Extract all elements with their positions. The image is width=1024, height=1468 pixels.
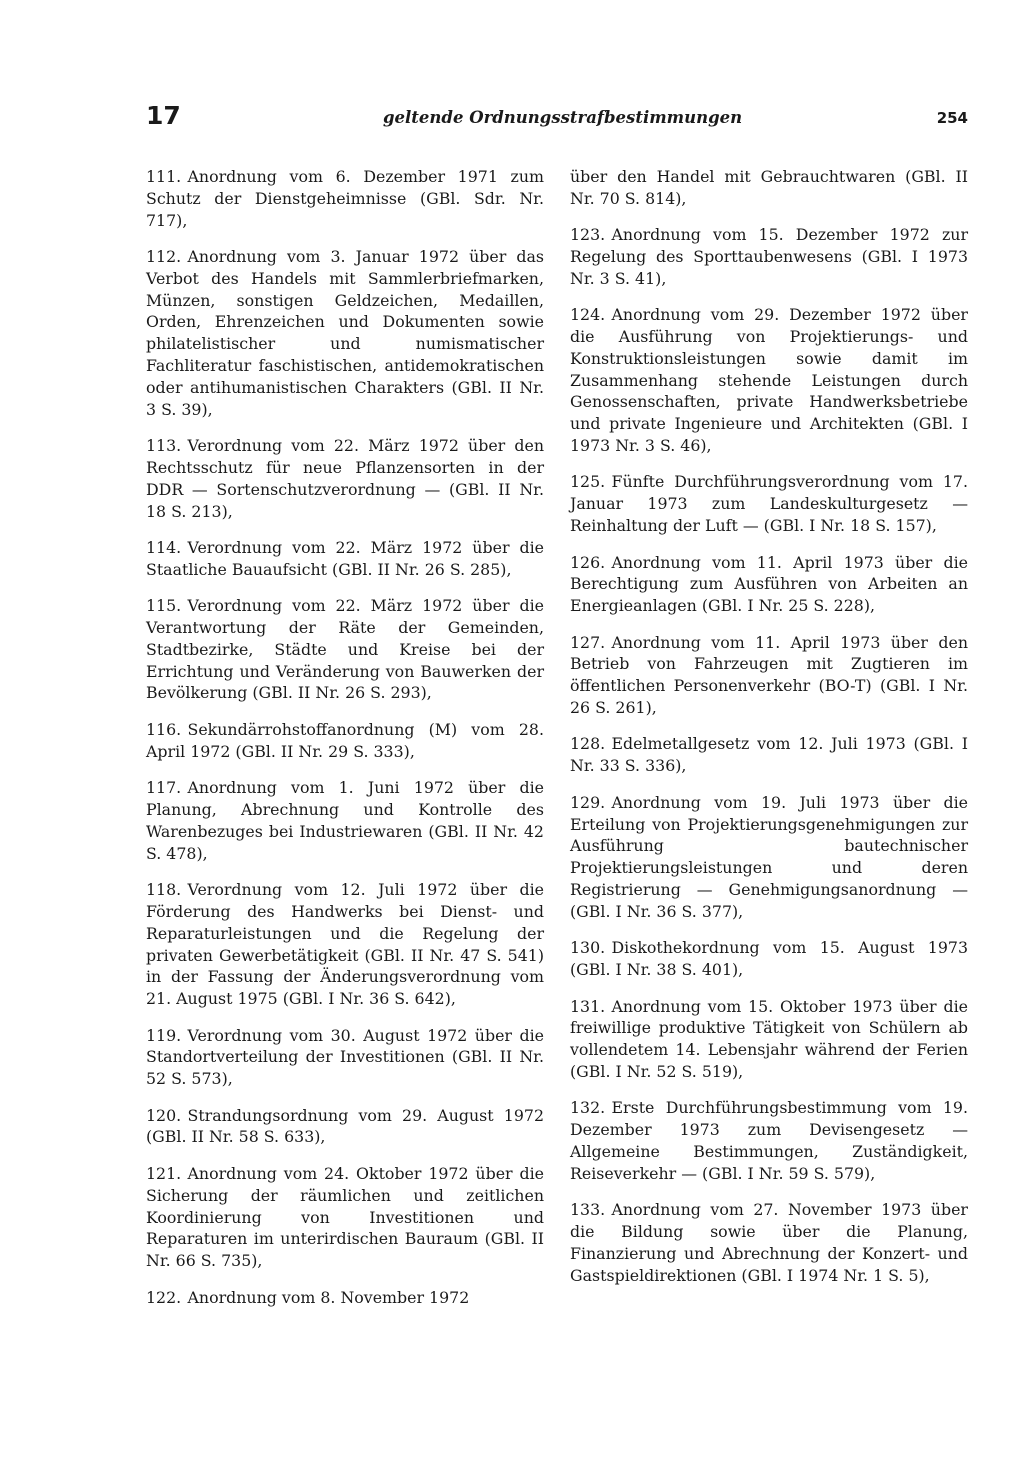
item-text: Anordnung vom 27. November 1973 über die Bildung sowie über die Planung, Finanzierung und Abrechnung der Konzert- und Gastspieldirektionen (GBl. I 1974 Nr. 1 S. 5), — [570, 1200, 968, 1285]
item-text: Verordnung vom 30. August 1972 über die Standortverteilung der Investitionen (GBl. II Nr. 52 S. 573), — [146, 1025, 544, 1089]
list-item — [570, 552, 968, 617]
item-text: Anordnung vom 6. Dezember 1971 zum Schutz der Dienstgeheimnisse (GBl. Sdr. Nr. 717), — [146, 167, 544, 230]
item-number: 115. — [146, 596, 182, 616]
item-text: Sekundärrohstoffanordnung (M) vom 28. April 1972 (GBl. II Nr. 29 S. 333), — [146, 719, 544, 761]
left-column — [146, 166, 544, 1323]
list-item — [146, 166, 544, 231]
item-number: 114. — [146, 538, 182, 558]
running-title: geltende Ordnungsstrafbestimmungen — [383, 108, 743, 127]
item-number: 128. — [570, 734, 606, 754]
item-text: Anordnung vom 11. April 1973 über den Betrieb von Fahrzeugen mit Zugtieren im öffentlichen Personenverkehr (BO-T) (GBl. I Nr. 26 S. 261), — [570, 632, 968, 717]
right-column — [570, 166, 968, 1301]
list-item — [146, 1105, 544, 1149]
item-number: 133. — [570, 1200, 606, 1220]
list-item — [146, 595, 544, 704]
list-item — [146, 246, 544, 420]
item-text: Fünfte Durchführungsverordnung vom 17. Januar 1973 zum Landeskulturgesetz — Reinhaltung der Luft — (GBl. I Nr. 18 S. 157), — [570, 472, 968, 536]
item-text: Verordnung vom 22. März 1972 über die Verantwortung der Räte der Gemeinden, Stadtbezirke, Städte und Kreise bei der Errichtung und Veränderung von Bauwerken der Bevölkerung (GBl. II Nr. 26 S. 293), — [146, 596, 544, 703]
item-number: 111. — [146, 167, 182, 186]
item-number: 131. — [570, 996, 606, 1016]
item-text: Verordnung vom 22. März 1972 über den Rechtsschutz für neue Pflanzensorten in der DDR — Sortenschutzverordnung — (GBl. II Nr. 18 S. 213), — [146, 436, 544, 521]
list-item — [570, 632, 968, 719]
list-item — [570, 792, 968, 923]
list-item — [146, 719, 544, 763]
item-number: 120. — [146, 1105, 182, 1125]
item-number: 129. — [570, 792, 606, 812]
list-item — [570, 471, 968, 536]
list-item — [570, 937, 968, 981]
item-text: über den Handel mit Gebrauchtwaren (GBl. II Nr. 70 S. 814), — [570, 167, 968, 208]
item-text: Anordnung vom 24. Oktober 1972 über die Sicherung der räumlichen und zeitlichen Koordinierung von Investitionen und Reparaturen im unterirdischen Bauraum (GBl. II Nr. 66 S. 735), — [146, 1163, 544, 1271]
item-text: Anordnung vom 3. Januar 1972 über das Verbot des Handels mit Sammlerbriefmarken, Münzen, sonstigen Geldzeichen, Medaillen, Orden, Ehrenzeichen und Dokumenten sowie philatelistischer und numismatischer Fachliteratur faschistischen, antidemokratischen oder antihumanistischen Charakters (GBl. II Nr. 3 S. 39), — [146, 247, 544, 419]
item-text: Anordnung vom 15. Oktober 1973 über die freiwillige produktive Tätigkeit von Schülern ab vollendetem 14. Lebensjahr während der Ferien (GBl. I Nr. 52 S. 519), — [570, 996, 968, 1081]
list-item — [146, 777, 544, 864]
item-number: 125. — [570, 472, 606, 492]
page-header — [146, 100, 972, 136]
item-number: 119. — [146, 1025, 182, 1045]
list-item — [146, 435, 544, 522]
list-item — [146, 1163, 544, 1272]
item-text: Verordnung vom 12. Juli 1972 über die Förderung des Handwerks bei Dienst- und Reparaturleistungen und die Regelung der privaten Gewerbetätigkeit (GBl. II Nr. 47 S. 541) in der Fassung der Änderungsverordnung vom 21. August 1975 (GBl. I Nr. 36 S. 642), — [146, 880, 544, 1009]
list-item — [570, 996, 968, 1083]
list-item — [146, 879, 544, 1010]
item-text: Verordnung vom 22. März 1972 über die Staatliche Bauaufsicht (GBl. II Nr. 26 S. 285), — [146, 538, 544, 579]
list-item — [570, 304, 968, 457]
item-number: 132. — [570, 1098, 606, 1118]
list-item — [570, 1199, 968, 1286]
chapter-number: 17 — [146, 101, 181, 130]
item-text: Anordnung vom 19. Juli 1973 über die Erteilung von Projektierungsgenehmigungen zur Ausführung bautechnischer Projektierungsleistungen und deren Registrierung — Genehmigungsanordnung — (GBl. I Nr. 36 S. 377), — [570, 792, 968, 921]
list-item — [146, 537, 544, 581]
item-number: 124. — [570, 305, 606, 325]
item-number: 123. — [570, 225, 606, 245]
item-text: Anordnung vom 11. April 1973 über die Berechtigung zum Ausführen von Arbeiten an Energieanlagen (GBl. I Nr. 25 S. 228), — [570, 552, 968, 616]
item-number: 113. — [146, 436, 182, 456]
item-number: 122. — [146, 1287, 182, 1307]
item-text: Anordnung vom 29. Dezember 1972 über die Ausführung von Projektierungs- und Konstruktionsleistungen sowie damit im Zusammenhang stehende Leistungen durch Genossenschaften, private Handwerksbetriebe und private Ingenieure und Architekten (GBl. I 1973 Nr. 3 S. 46), — [570, 305, 968, 455]
item-number: 126. — [570, 552, 606, 572]
item-number: 121. — [146, 1163, 182, 1183]
list-item — [570, 1097, 968, 1184]
list-item — [146, 1287, 544, 1309]
list-item — [146, 1025, 544, 1090]
list-item-continuation — [570, 166, 968, 210]
item-number: 127. — [570, 632, 606, 652]
item-number: 116. — [146, 719, 182, 739]
item-text: Anordnung vom 15. Dezember 1972 zur Regelung des Sporttaubenwesens (GBl. I 1973 Nr. 3 S. 41), — [570, 225, 968, 288]
item-text: Diskothekordnung vom 15. August 1973 (GBl. I Nr. 38 S. 401), — [570, 938, 968, 980]
page-number: 254 — [936, 109, 968, 127]
item-text: Edelmetallgesetz vom 12. Juli 1973 (GBl. I Nr. 33 S. 336), — [570, 734, 968, 776]
item-number: 117. — [146, 778, 182, 798]
item-text: Erste Durchführungsbestimmung vom 19. Dezember 1973 zum Devisengesetz — Allgemeine Bestimmungen, Zuständigkeit, Reiseverkehr — (GBl. I Nr. 59 S. 579), — [570, 1098, 968, 1183]
item-number: 130. — [570, 938, 606, 958]
item-text: Strandungsordnung vom 29. August 1972 (GBl. II Nr. 58 S. 633), — [146, 1105, 544, 1147]
item-text: Anordnung vom 1. Juni 1972 über die Planung, Abrechnung und Kontrolle des Warenbezuges bei Industriewaren (GBl. II Nr. 42 S. 478), — [146, 778, 544, 863]
list-item — [570, 224, 968, 289]
item-number: 112. — [146, 247, 182, 267]
list-item — [570, 733, 968, 777]
item-text: Anordnung vom 8. November 1972 — [187, 1287, 470, 1307]
item-number: 118. — [146, 880, 182, 900]
